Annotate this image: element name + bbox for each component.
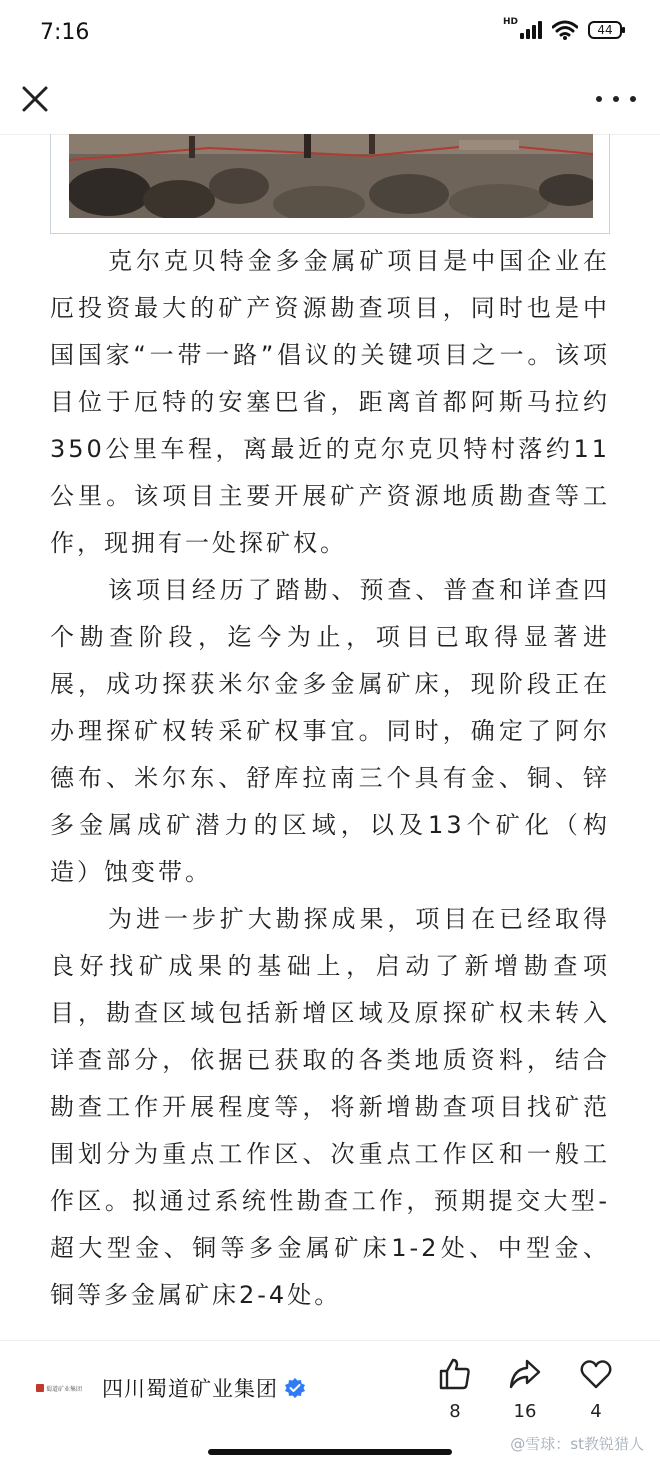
article-paragraph: 克尔克贝特金多金属矿项目是中国企业在厄投资最大的矿产资源勘查项目，同时也是中国国家“一带一路”倡议的关键项目之一。该项目位于厄特的安塞巴省，距离首都阿斯马拉约350公里车程，离最近的克尔克贝特村落约11公里。该项目主要开展矿产资源地质勘查等工作，现拥有一处探矿权。	[50, 247, 610, 557]
close-button[interactable]	[18, 82, 52, 116]
signal-icon	[520, 21, 542, 39]
share-arrow-icon	[508, 1357, 542, 1391]
battery-icon: 44	[588, 21, 622, 39]
article-body	[50, 238, 610, 1319]
status-icons	[502, 17, 622, 40]
like-count: 8	[449, 1401, 461, 1422]
author-logo-text: 蜀道矿业集团	[46, 1385, 83, 1393]
close-icon	[18, 82, 52, 116]
verified-badge-icon	[284, 1377, 306, 1399]
favorite-button[interactable]	[571, 1357, 621, 1422]
thumbs-up-icon	[438, 1357, 472, 1391]
top-nav	[0, 66, 660, 135]
article-paragraph: 该项目经历了踏勘、预查、普查和详查四个勘查阶段，迄今为止，项目已取得显著进展，成功探获米尔金多金属矿床，现阶段正在办理探矿权转采矿权事宜。同时，确定了阿尔德布、米尔东、舒库拉南三个具有金、铜、锌多金属成矿潜力的区域，以及13个矿化（构造）蚀变带。	[50, 576, 610, 886]
watermark: @雪球：st教锐猎人	[510, 1435, 644, 1453]
article-image[interactable]	[69, 134, 593, 218]
favorite-count: 4	[590, 1401, 602, 1422]
more-icon-dot	[630, 96, 636, 102]
more-icon-dot	[613, 96, 619, 102]
author-name[interactable]: 四川蜀道矿业集团	[102, 1377, 278, 1401]
article-paragraph: 为进一步扩大勘探成果，项目在已经取得良好找矿成果的基础上，启动了新增勘查项目，勘查区域包括新增区域及原探矿权未转入详查部分，依据已获取的各类地质资料，结合勘查工作开展程度等，将新增勘查项目找矿范围划分为重点工作区、次重点工作区和一般工作区。拟通过系统性勘查工作，预期提交大型-超大型金、铜等多金属矿床1-2处、中型金、铜等多金属矿床2-4处。	[50, 905, 610, 1309]
more-button[interactable]	[596, 86, 636, 112]
like-button[interactable]	[430, 1357, 480, 1422]
network-type-label: HD	[502, 17, 518, 27]
article-image-frame	[50, 134, 610, 234]
share-count: 16	[513, 1401, 537, 1422]
heart-icon	[579, 1357, 613, 1391]
wifi-icon	[552, 20, 578, 40]
author-logo	[36, 1377, 92, 1399]
author-info[interactable]	[36, 1373, 306, 1403]
home-indicator[interactable]	[208, 1449, 452, 1455]
mining-site-photo	[69, 134, 593, 218]
status-bar	[0, 0, 660, 66]
logo-mark-icon	[36, 1384, 44, 1392]
share-button[interactable]	[500, 1357, 550, 1422]
status-time: 7:16	[40, 20, 90, 45]
more-icon-dot	[596, 96, 602, 102]
